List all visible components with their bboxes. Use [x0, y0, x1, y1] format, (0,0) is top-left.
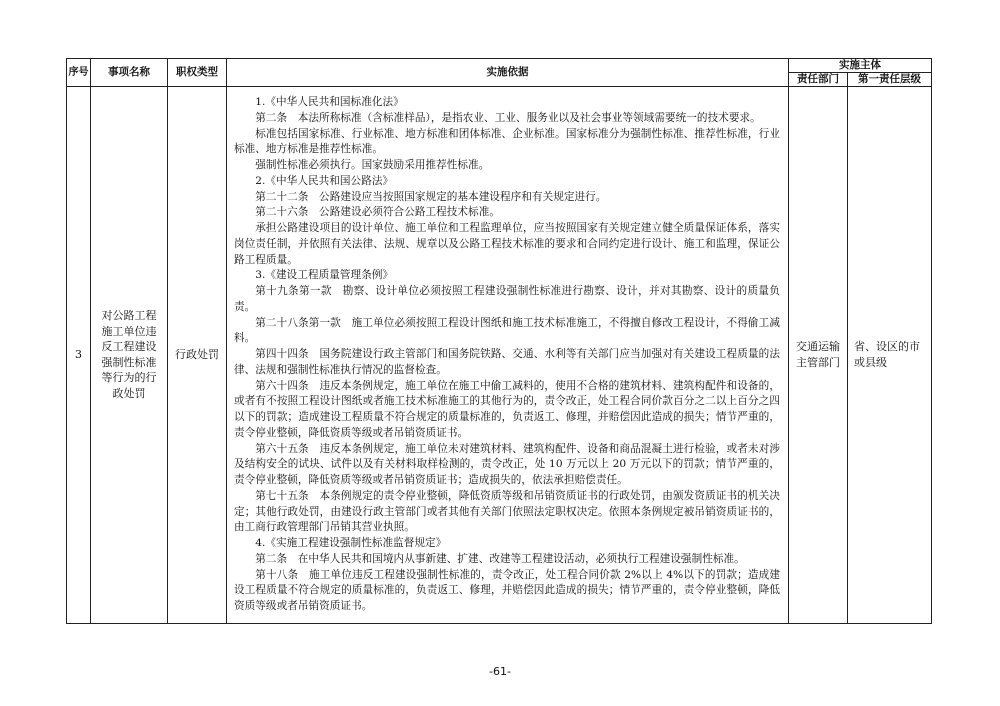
page-number: -61-: [489, 665, 511, 678]
header-level: 第一责任层级: [848, 73, 932, 87]
basis-line: 第十九条第一款 勘察、设计单位必须按照工程建设强制性标准进行勘察、设计，并对其勘察、设计的质量负责。: [234, 285, 780, 313]
basis-line: 第七十五条 本条例规定的责令停业整顿，降低资质等级和吊销资质证书的行政处罚，由颁发资质证书的机关决定；其他行政处罚，由建设行政主管部门或者其他有关部门依照法定职权决定。依照本条例规定被吊销资质证书的，由工商行政管理部门吊销其营业执照。: [234, 489, 780, 534]
row-dept: 交通运输主管部门: [789, 87, 848, 624]
basis-line: 第四十四条 国务院建设行政主管部门和国务院铁路、交通、水利等有关部门应当加强对有关建设工程质量的法律、法规和强制性标准执行情况的监督检查。: [234, 348, 780, 376]
row-level: 省、设区的市或县级: [848, 87, 932, 624]
header-dept: 责任部门: [789, 73, 848, 87]
table-row: [67, 87, 932, 624]
header-seq: 序号: [67, 59, 91, 87]
row-seq: 3: [67, 87, 91, 624]
enforcement-table: [66, 58, 932, 624]
basis-line: 标准包括国家标准、行业标准、地方标准和团体标准、企业标准。国家标准分为强制性标准、推荐性标准，行业标准、地方标准是推荐性标准。: [234, 127, 780, 156]
header-power-type: 职权类型: [168, 59, 227, 87]
basis-line: 第六十五条 违反本条例规定，施工单位未对建筑材料、建筑构配件、设备和商品混凝土进行检验，或者未对涉及结构安全的试块、试件以及有关材料取样检测的，责令改正，处 10 万元以上 20 万元以下的罚款；情节严重的，责令停业整顿，降低资质等级或者吊销资质证书；造成损失的，依法承担赔偿责任。: [234, 442, 780, 486]
basis-line: 4.《实施工程建设强制性标准监督规定》: [255, 537, 447, 549]
basis-line: 第二条 在中华人民共和国境内从事新建、扩建、改建等工程建设活动，必须执行工程建设强制性标准。: [255, 552, 745, 565]
basis-line: 第六十四条 违反本条例规定，施工单位在施工中偷工减料的，使用不合格的建筑材料、建筑构配件和设备的，或者有不按照工程设计图纸或者施工技术标准施工的其他行为的，责令改正，处工程合同价款百分之二以上百分之四以下的罚款；造成建设工程质量不符合规定的质量标准的，负责返工、修理，并赔偿因此造成的损失；情节严重的，责令停业整顿，降低资质等级或者吊销资质证书。: [234, 379, 780, 439]
basis-line: 1.《中华人民共和国标准化法》: [255, 96, 404, 108]
row-basis: [227, 87, 789, 624]
header-basis: 实施依据: [227, 59, 789, 87]
header-item-name: 事项名称: [91, 59, 168, 87]
row-item-name: 对公路工程施工单位违反工程建设强制性标准等行为的行政处罚: [91, 87, 168, 624]
basis-line: 强制性标准必须执行。国家鼓励采用推荐性标准。: [255, 159, 490, 171]
row-power-type: 行政处罚: [168, 87, 227, 624]
basis-line: 第二十二条 公路建设应当按照国家规定的基本建设程序和有关规定进行。: [255, 190, 607, 203]
basis-line: 承担公路建设项目的设计单位、施工单位和工程监理单位，应当按照国家有关规定建立健全质量保证体系，落实岗位责任制，并依照有关法律、法规、规章以及公路工程技术标准的要求和合同约定进行设计、施工和监理，保证公路工程质量。: [234, 222, 780, 266]
basis-line: 第二条 本法所称标准（含标准样品），是指农业、工业、服务业以及社会事业等领域需要统一的技术要求。: [255, 111, 761, 124]
basis-line: 3.《建设工程质量管理条例》: [255, 269, 394, 282]
basis-line: 第二十八条第一款 施工单位必须按照工程设计图纸和施工技术标准施工，不得擅自修改工程设计，不得偷工减料。: [234, 316, 780, 345]
basis-line: 第十八条 施工单位违反工程建设强制性标准的，责令改正，处工程合同价款 2%以上 4%以下的罚款；造成建设工程质量不符合规定的质量标准的，负责返工、修理，并赔偿因此造成的损失；情节严重的，责令停业整顿，降低资质等级或者吊销资质证书。: [234, 568, 780, 612]
basis-line: 第二十六条 公路建设必须符合公路工程技术标准。: [255, 206, 500, 219]
basis-line: 2.《中华人民共和国公路法》: [255, 174, 394, 187]
header-subject: 实施主体: [789, 59, 932, 73]
